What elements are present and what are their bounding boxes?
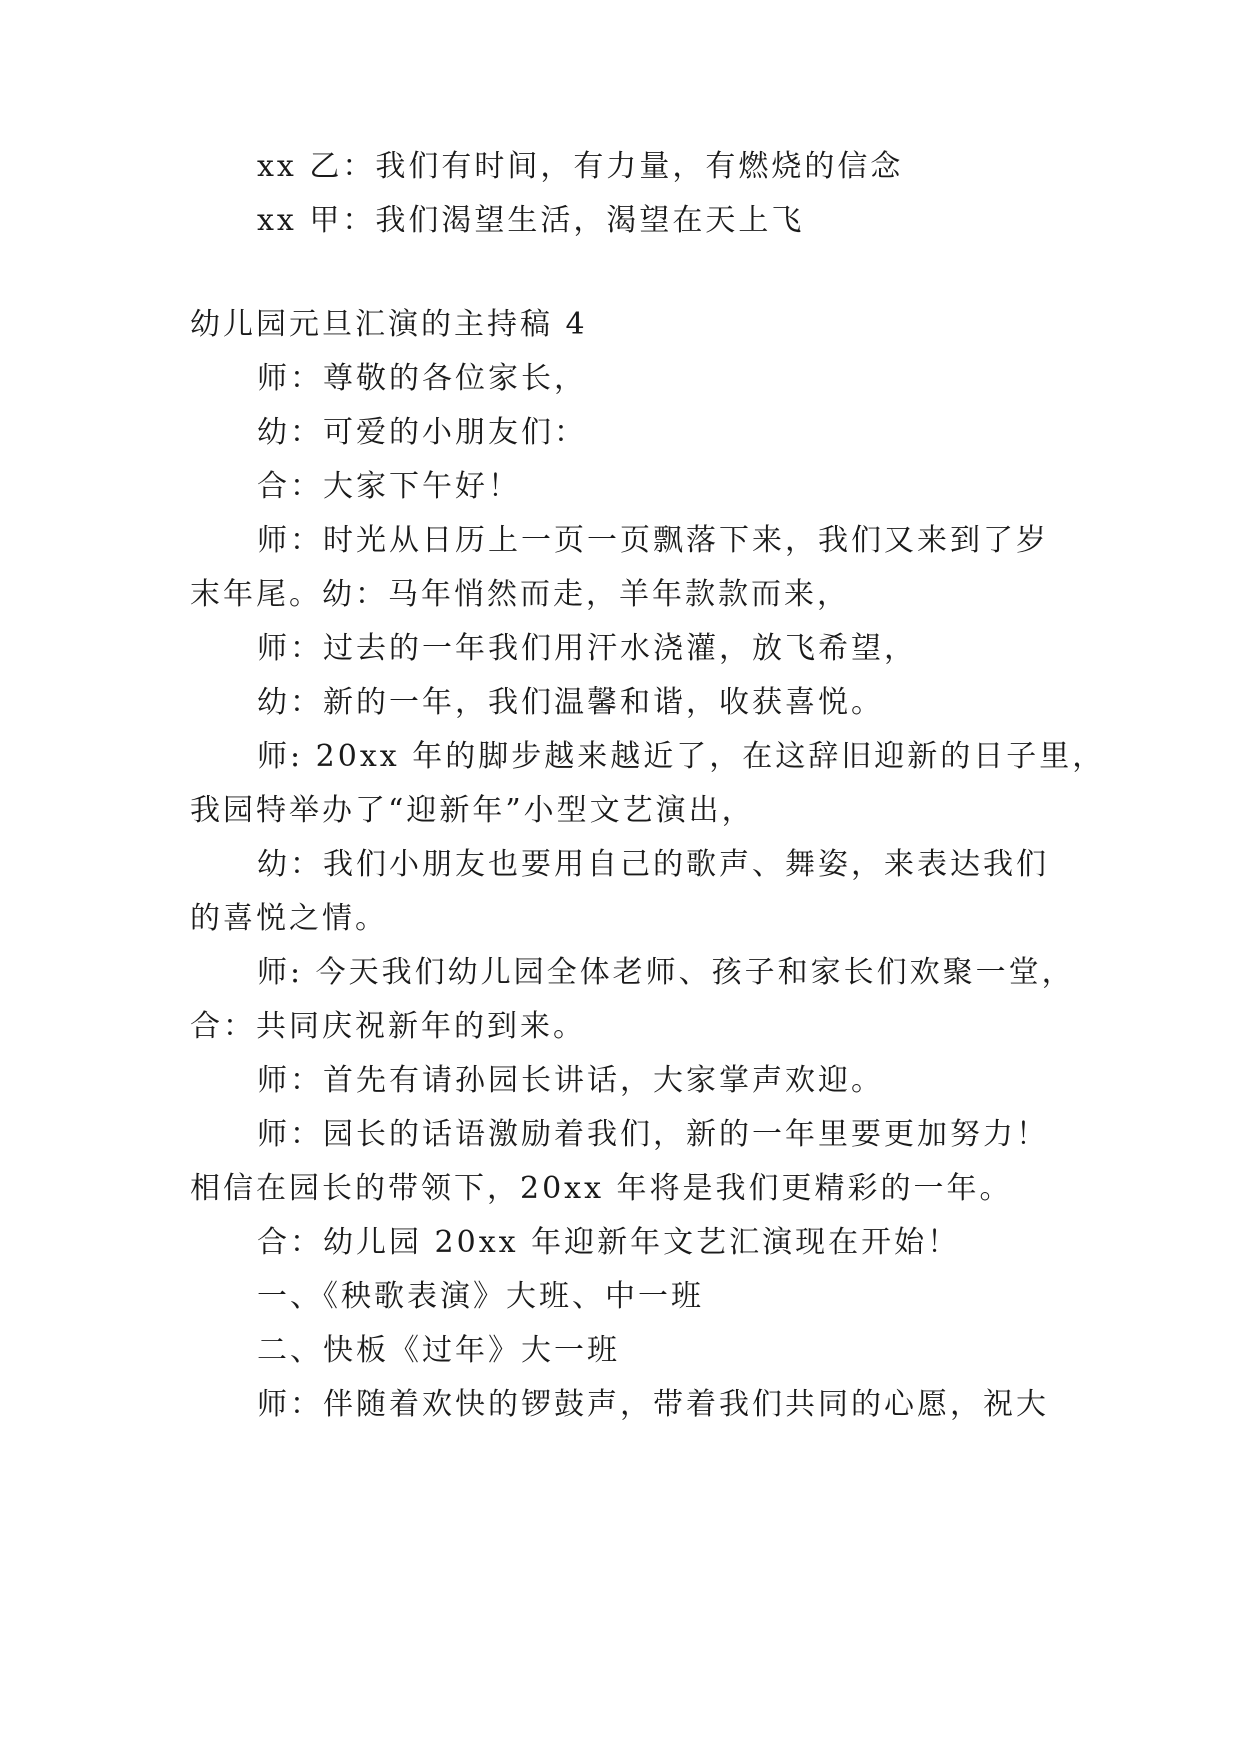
dialogue-line: 师: 20xx 年的脚步越来越近了，在这辞旧迎新的日子里， <box>257 739 1106 774</box>
dialogue-line: 合：大家下午好！ <box>257 469 521 504</box>
dialogue-line: 合：幼儿园 20xx 年迎新年文艺汇演现在开始！ <box>257 1225 961 1260</box>
dialogue-line-continued: 合：共同庆祝新年的到来。 <box>190 1009 586 1044</box>
dialogue-line: 师：过去的一年我们用汗水浇灌，放飞希望， <box>257 631 917 666</box>
dialogue-line-continued: 的喜悦之情。 <box>190 901 388 936</box>
dialogue-line: xx 乙：我们有时间，有力量，有燃烧的信念 <box>257 149 904 184</box>
program-item: 一、《秧歌表演》大班、中一班 <box>257 1279 704 1314</box>
dialogue-line: 师: 今天我们幼儿园全体老师、孩子和家长们欢聚一堂， <box>257 955 1075 990</box>
dialogue-line: 师：首先有请孙园长讲话，大家掌声欢迎。 <box>257 1063 884 1098</box>
dialogue-line: 幼：新的一年，我们温馨和谐，收获喜悦。 <box>257 685 884 720</box>
dialogue-line: 师：园长的话语激励着我们，新的一年里要更加努力！ <box>257 1117 1049 1152</box>
dialogue-line: 幼：可爱的小朋友们： <box>257 415 587 450</box>
dialogue-line: 师：伴随着欢快的锣鼓声，带着我们共同的心愿，祝大 <box>257 1387 1049 1422</box>
program-item: 二、快板《过年》大一班 <box>257 1333 620 1368</box>
dialogue-line: 幼：我们小朋友也要用自己的歌声、舞姿，来表达我们 <box>257 847 1049 882</box>
dialogue-line: 师：尊敬的各位家长， <box>257 361 587 396</box>
dialogue-line: xx 甲：我们渴望生活，渴望在天上飞 <box>257 203 805 238</box>
dialogue-line: 师：时光从日历上一页一页飘落下来，我们又来到了岁 <box>257 523 1049 558</box>
dialogue-line-continued: 我园特举办了“迎新年”小型文艺演出， <box>190 793 755 828</box>
dialogue-line-continued: 末年尾。幼：马年悄然而走，羊年款款而来， <box>190 577 850 612</box>
dialogue-line-continued: 相信在园长的带领下，20xx 年将是我们更精彩的一年。 <box>190 1171 1013 1206</box>
section-title: 幼儿园元旦汇演的主持稿 4 <box>190 307 588 342</box>
